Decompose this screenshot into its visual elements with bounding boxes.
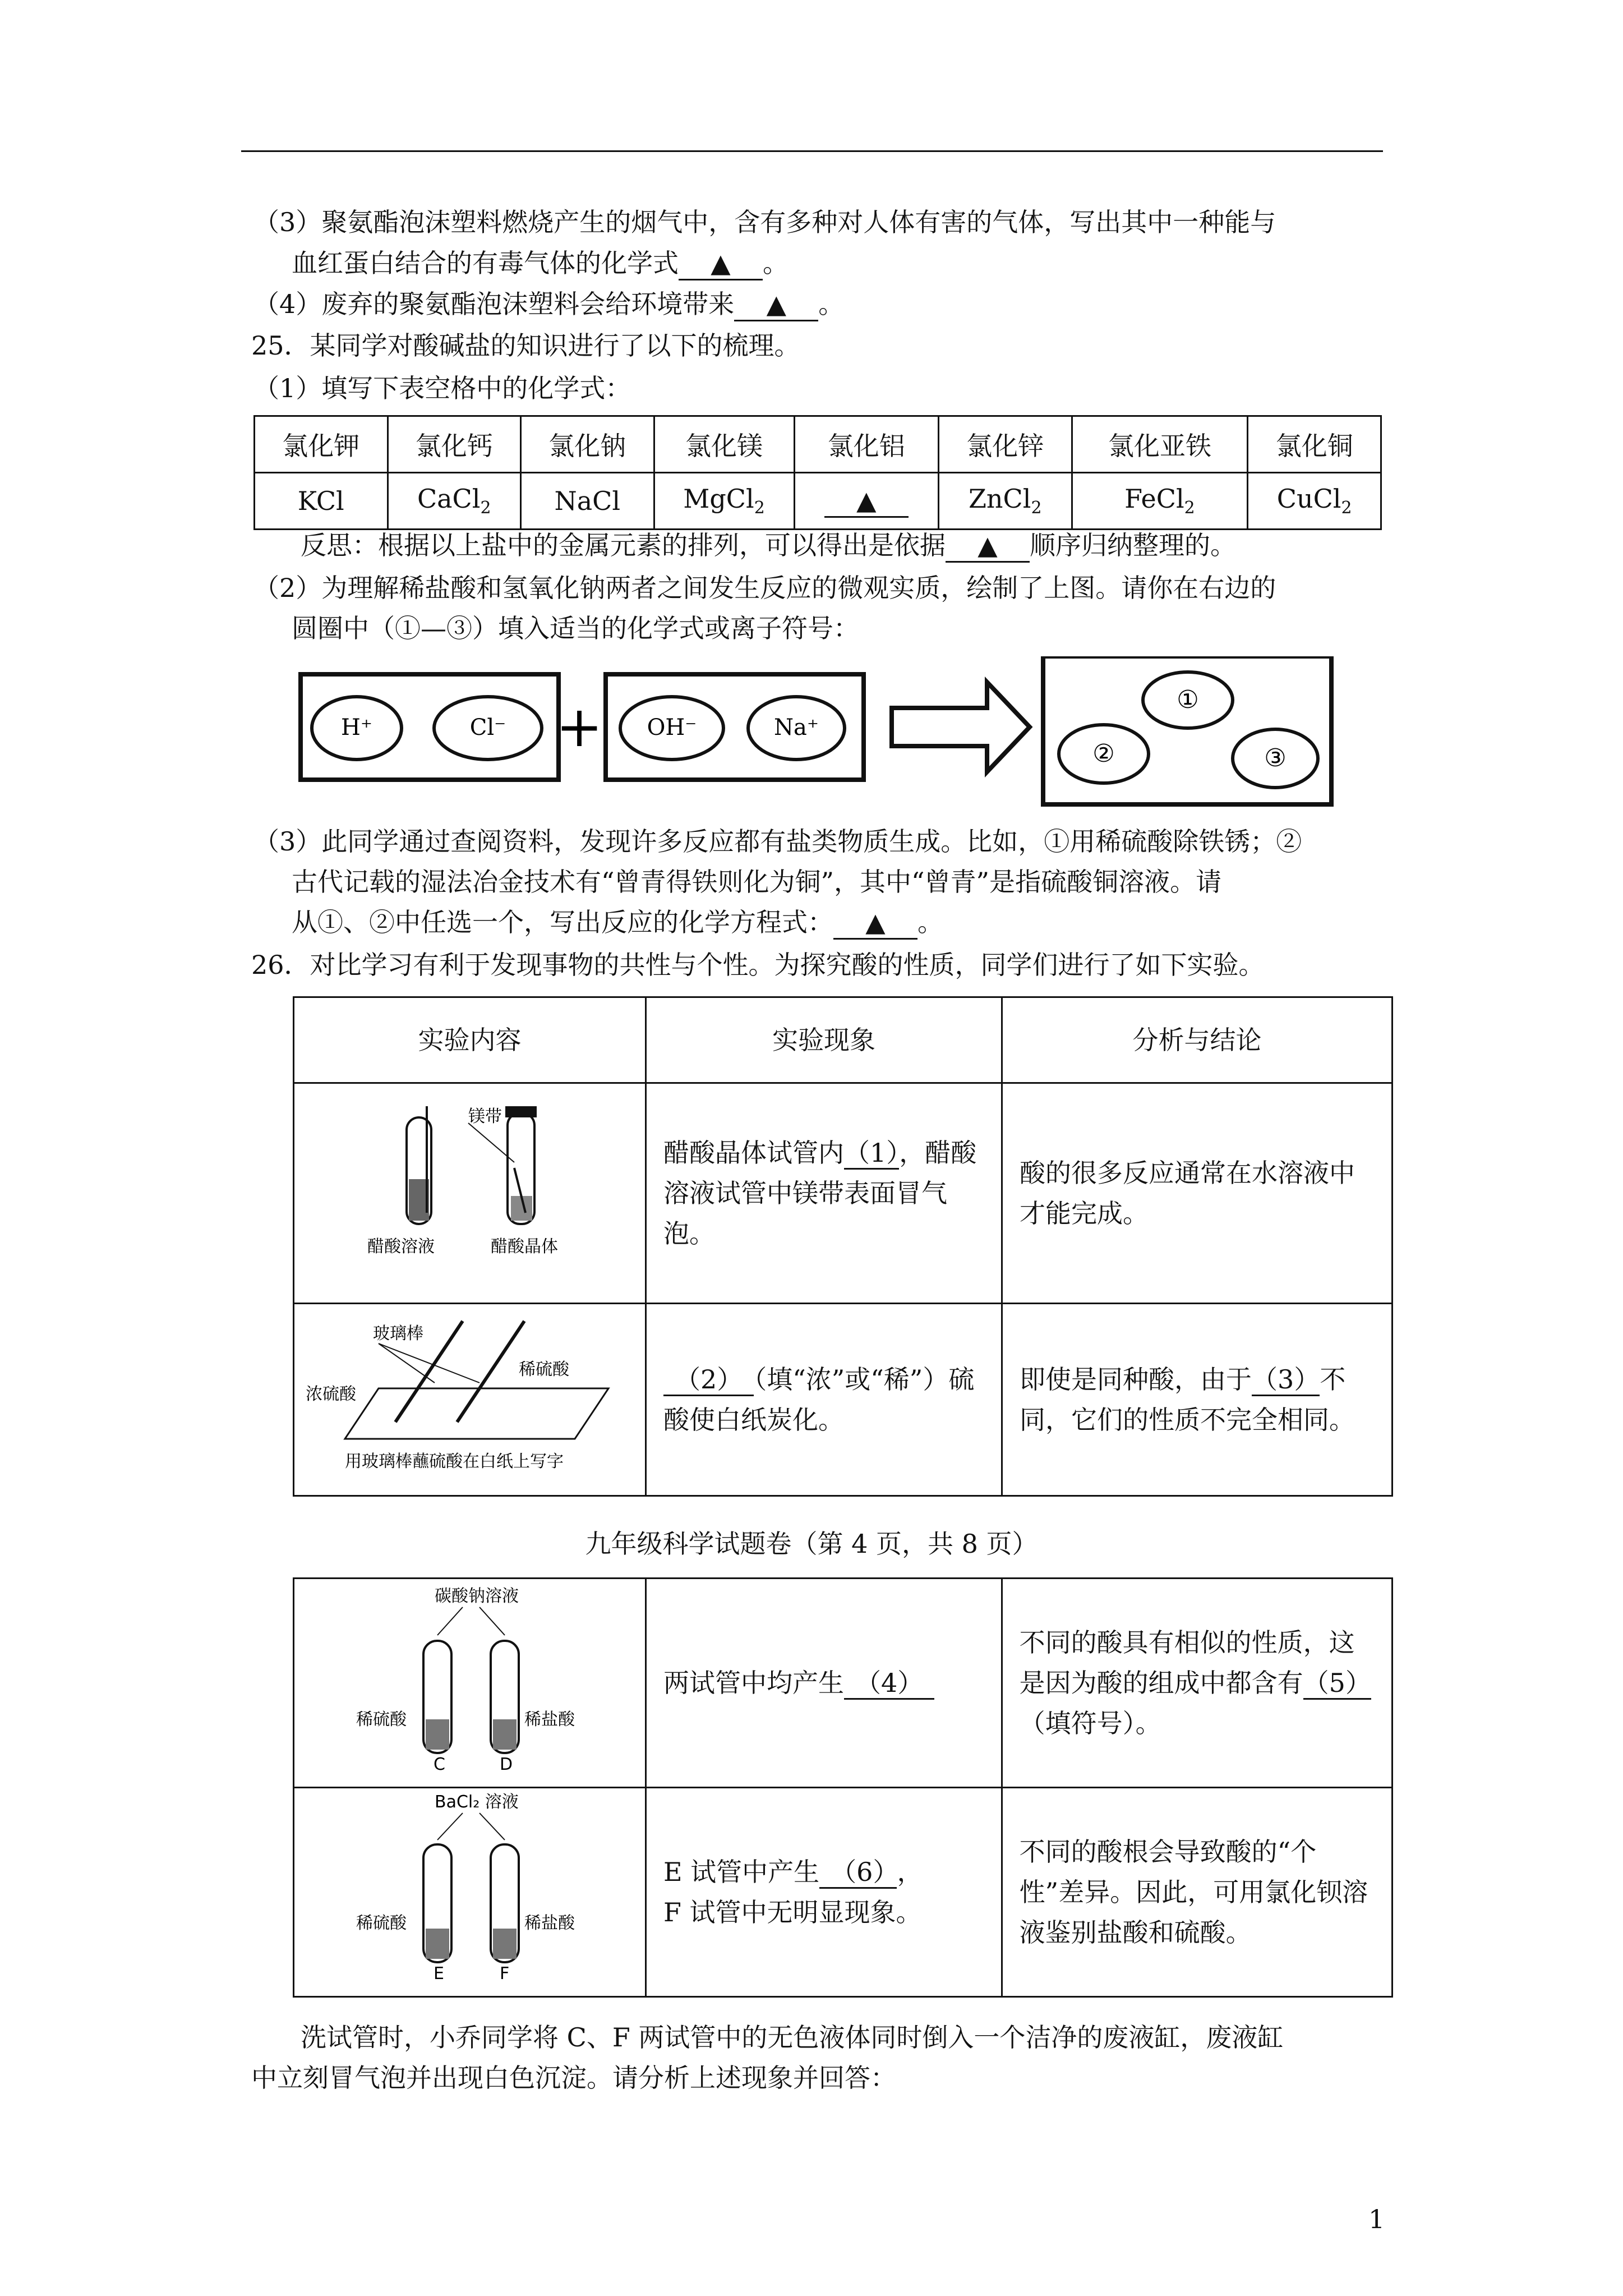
blank-3: （3）: [1252, 1364, 1320, 1396]
phenomenon-cell-2: （2） （填“浓”或“稀”）硫酸使白纸炭化。: [645, 1304, 1002, 1496]
label-na2co3: 碳酸钠溶液: [435, 1586, 519, 1606]
label-e: E: [434, 1964, 444, 1984]
salt-name-cell: 氯化锌: [939, 416, 1072, 473]
glass-rod-2: [457, 1321, 524, 1422]
base-box: [606, 674, 864, 780]
liquid-fill: [426, 1929, 449, 1959]
salt-name-cell: 氯化铝: [794, 416, 938, 473]
conclusion-cell-4: 不同的酸根会导致酸的“个性”差异。因此，可用氯化钡溶液鉴别盐酸和硫酸。: [1002, 1788, 1392, 1997]
ion-cl: Cl⁻: [469, 715, 506, 740]
header-content: 实验内容: [294, 997, 646, 1083]
q25-item2-line1: （2）为理解稀盐酸和氢氧化钠两者之间发生反应的微观实质，绘制了上图。请你在右边的: [253, 573, 1276, 603]
figure-cell-4: [294, 1788, 646, 1997]
label-h2so4: 稀硫酸: [356, 1710, 407, 1729]
circle-label-1: ①: [1177, 685, 1199, 714]
figure-cell-3: [294, 1579, 646, 1788]
q25-item3-line2: 古代记载的湿法冶金技术有“曾青得铁则化为铜”，其中“曾青”是指硫酸铜溶液。请: [292, 867, 1222, 897]
label-crystal: 醋酸晶体: [491, 1237, 558, 1257]
blank-6: （6）: [819, 1857, 897, 1889]
q25-item3-line3: 从①、②中任选一个，写出反应的化学方程式： ▲ 。: [292, 904, 943, 940]
blank-2: （2）: [663, 1364, 754, 1396]
formula-subscript: 2: [1184, 498, 1195, 518]
formula-subscript: 2: [1031, 498, 1042, 518]
label-leader: [479, 1607, 505, 1635]
label-leader: [479, 1813, 505, 1840]
salt-name-cell: 氯化钾: [255, 416, 388, 473]
phenomenon-cell-1: 醋酸晶体试管内（1），醋酸溶液试管中镁带表面冒气泡。: [645, 1083, 1002, 1304]
answer-blank: ▲: [824, 485, 909, 518]
formula-subscript: 2: [754, 498, 765, 518]
label-mg: 镁带: [468, 1107, 502, 1126]
liquid-fill: [426, 1719, 449, 1750]
header-phenomenon: 实验现象: [645, 997, 1002, 1083]
figure-barium-chloride: [294, 1788, 642, 1985]
q25-item1: （1）填写下表空格中的化学式：: [253, 373, 631, 403]
liquid-fill: [493, 1929, 517, 1959]
label-leader: [437, 1607, 463, 1635]
label-leader: [437, 1813, 463, 1840]
answer-blank: ▲: [679, 247, 763, 280]
ion-h: H⁺: [341, 715, 372, 740]
formula-text: KCl: [297, 486, 344, 516]
formula-text: NaCl: [554, 486, 621, 516]
answer-blank: ▲: [833, 907, 917, 940]
formula-text: FeCl: [1124, 484, 1184, 514]
header-rule: [241, 150, 1383, 152]
salt-formula-cell: [1248, 473, 1381, 530]
label-hcl: 稀盐酸: [524, 1913, 575, 1933]
experiment-table-part2: [293, 1577, 1393, 1998]
figure-cell-1: [294, 1083, 646, 1304]
header-conclusion: 分析与结论: [1002, 997, 1393, 1083]
q26-stem: 26．对比学习有利于发现事物的共性与个性。为探究酸的性质，同学们进行了如下实验。: [251, 950, 1265, 980]
closing-line2: 中立刻冒气泡并出现白色沉淀。请分析上述现象并回答：: [251, 2063, 896, 2093]
phenomenon-cell-4: E 试管中产生 （6） ， F 试管中无明显现象。: [645, 1788, 1002, 1997]
salt-name-cell: 氯化钙: [388, 416, 521, 473]
label-solution: 醋酸溶液: [367, 1237, 435, 1257]
salt-formula-cell: [388, 473, 521, 530]
formula-text: CuCl: [1276, 484, 1341, 514]
blank-5: （5）: [1303, 1668, 1371, 1700]
q25-stem: 25．某同学对酸碱盐的知识进行了以下的梳理。: [251, 330, 800, 361]
salt-formula-cell: [939, 473, 1072, 530]
reaction-diagram: [292, 656, 1335, 819]
label-leader: [379, 1343, 435, 1383]
salt-formula-blank: [794, 473, 938, 530]
formula-text: CaCl: [417, 484, 481, 514]
q25-reflection: 反思：根据以上盐中的金属元素的排列，可以得出是依据 ▲ 顺序归纳整理的。: [301, 527, 1236, 563]
conclusion-cell-2: 即使是同种酸，由于（3）不同，它们的性质不完全相同。: [1002, 1304, 1393, 1496]
phenomenon-cell-3: 两试管中均产生 （4）: [645, 1579, 1002, 1788]
label-d: D: [500, 1755, 513, 1774]
page-footer: 九年级科学试题卷（第 4 页，共 8 页）: [585, 1529, 1038, 1559]
salt-formula-row: [255, 473, 1381, 530]
label-hcl: 稀盐酸: [524, 1710, 575, 1729]
salt-formula-cell: [521, 473, 654, 530]
label-h2so4: 稀硫酸: [356, 1913, 407, 1933]
circle-label-3: ③: [1264, 744, 1287, 772]
figure-acetic-acid: [294, 1084, 642, 1291]
label-dilute: 稀硫酸: [519, 1360, 569, 1379]
salt-name-cell: 氯化镁: [654, 416, 794, 473]
plus-sign: +: [556, 694, 603, 760]
formula-text: MgCl: [683, 484, 754, 514]
q24-item3-line2: 血红蛋白结合的有毒气体的化学式 ▲ 。: [292, 245, 789, 281]
conclusion-cell-3: 不同的酸具有相似的性质，这是因为酸的组成中都含有（5）（填符号）。: [1002, 1579, 1392, 1788]
ion-na: Na⁺: [774, 715, 819, 740]
label-caption: 用玻璃棒蘸硫酸在白纸上写字: [345, 1452, 564, 1471]
salt-formula-cell: [654, 473, 794, 530]
acid-box: [301, 674, 559, 780]
q25-item2-line2: 圆圈中（①—③）填入适当的化学式或离子符号：: [292, 613, 859, 643]
page-number: 1: [1368, 2204, 1385, 2234]
answer-blank: ▲: [734, 288, 818, 321]
liquid-fill: [493, 1719, 517, 1750]
ion-oh: OH⁻: [647, 715, 697, 740]
label-f: F: [500, 1964, 510, 1984]
label-conc: 浓硫酸: [306, 1384, 356, 1404]
closing-line1: 洗试管时，小乔同学将 C、F 两试管中的无色液体同时倒入一个洁净的废液缸，废液缸: [301, 2022, 1284, 2053]
stopper: [505, 1106, 537, 1117]
arrow-icon: [892, 682, 1030, 772]
formula-subscript: 2: [480, 498, 491, 518]
label-c: C: [434, 1755, 445, 1774]
salt-name-cell: 氯化钠: [521, 416, 654, 473]
figure-sulfuric-acid: [294, 1304, 642, 1484]
salt-name-row: [255, 416, 1381, 473]
salt-formula-cell: [255, 473, 388, 530]
salt-formula-cell: [1072, 473, 1248, 530]
q25-item3-line1: （3）此同学通过查阅资料，发现许多反应都有盐类物质生成。比如，①用稀硫酸除铁锈；②: [253, 826, 1302, 857]
blank-1: （1）: [844, 1138, 899, 1170]
q24-item3-line1: （3）聚氨酯泡沫塑料燃烧产生的烟气中，含有多种对人体有害的气体，写出其中一种能与: [253, 207, 1276, 237]
circle-label-2: ②: [1092, 739, 1115, 768]
formula-subscript: 2: [1341, 498, 1352, 518]
white-paper: [345, 1388, 608, 1439]
label-rod: 玻璃棒: [373, 1324, 423, 1343]
salt-name-cell: 氯化亚铁: [1072, 416, 1248, 473]
conclusion-cell-1: 酸的很多反应通常在水溶液中才能完成。: [1002, 1083, 1393, 1304]
q24-item4: （4）废弃的聚氨酯泡沫塑料会给环境带来 ▲ 。: [253, 286, 844, 322]
blank-4: （4）: [844, 1668, 934, 1700]
figure-cell-2: [294, 1304, 646, 1496]
label-leader: [379, 1343, 479, 1383]
label-bacl2: BaCl₂ 溶液: [435, 1792, 519, 1812]
salt-formula-table: [253, 415, 1382, 530]
formula-text: ZnCl: [968, 484, 1031, 514]
answer-blank: ▲: [946, 530, 1030, 563]
figure-sodium-carbonate: [294, 1579, 642, 1775]
experiment-table-part1: [293, 996, 1393, 1497]
salt-name-cell: 氯化铜: [1248, 416, 1381, 473]
